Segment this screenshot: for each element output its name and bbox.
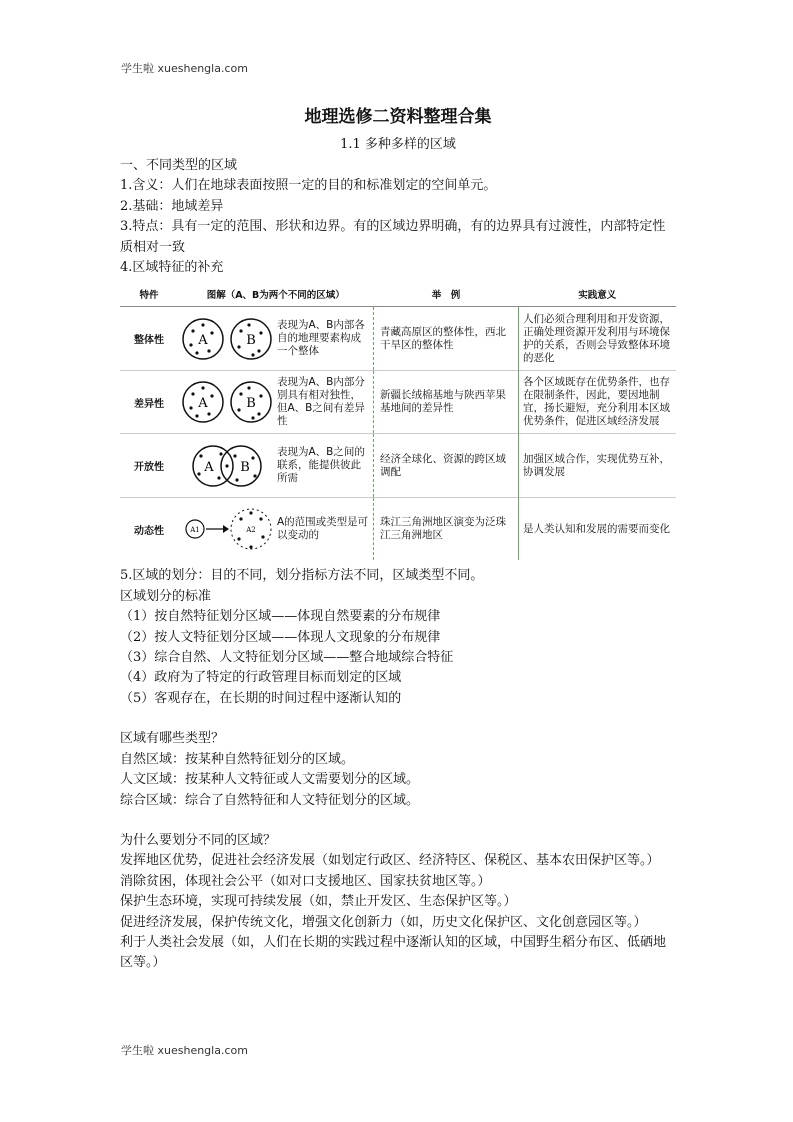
region-diagram bbox=[179, 376, 275, 428]
description-cell: A的范围或类型是可以变动的 bbox=[276, 497, 374, 560]
region-label: A2 bbox=[246, 526, 256, 535]
list-item: （5）客观存在，在长期的时间过程中逐渐认知的 bbox=[120, 690, 402, 706]
paragraph: 保护生态环境，实现可持续发展（如，禁止开发区、生态保护区等。） bbox=[120, 894, 517, 910]
diagram-cell bbox=[178, 307, 276, 371]
document-body bbox=[120, 104, 676, 974]
table-header: 举 例 bbox=[374, 282, 519, 307]
dot-mark bbox=[251, 353, 254, 356]
description-cell: 表现为A、B内部分别具有相对独性，但A、B之间有差异性 bbox=[276, 370, 374, 434]
paragraph: 消除贫困，体现社会公平（如对口支援地区、国家扶贫地区等。） bbox=[120, 873, 491, 889]
dot-mark bbox=[219, 452, 222, 455]
diagram-cell bbox=[178, 370, 276, 434]
dot-mark bbox=[225, 464, 228, 467]
paragraph: 人文区域：按某种人文特征或人文需要划分的区域。 bbox=[120, 772, 420, 788]
section-heading: 一、不同类型的区域 bbox=[120, 158, 238, 173]
region-feature-table bbox=[120, 282, 676, 560]
example-cell: 经济全球化、资源的跨区域调配 bbox=[374, 434, 519, 498]
feature-cell: 整体性 bbox=[120, 307, 178, 371]
paragraph: 发挥地区优势，促进社会经济发展（如划定行政区、经济特区、保税区、基本农田保护区等。） bbox=[120, 853, 660, 869]
paragraph: 3.特点：具有一定的范围、形状和边界。有的区域边界明确，有的边界具有过渡性，内部特定性质相对一致 bbox=[120, 219, 666, 255]
table-row bbox=[120, 370, 676, 434]
meaning-cell: 是人类认知和发展的需要而变化 bbox=[519, 497, 677, 560]
question-heading: 为什么要划分不同的区域？ bbox=[120, 832, 277, 848]
dot-mark bbox=[259, 331, 262, 334]
dot-mark bbox=[210, 395, 213, 398]
dot-mark bbox=[189, 343, 192, 346]
dot-mark bbox=[199, 454, 202, 457]
dot-mark bbox=[259, 518, 262, 521]
dot-mark bbox=[217, 476, 220, 479]
feature-cell: 差异性 bbox=[120, 370, 178, 434]
dot-mark bbox=[191, 393, 194, 396]
paragraph: 综合区域：综合了自然特征和人文特征划分的区域。 bbox=[120, 792, 420, 808]
page-title: 地理选修二资料整理合集 bbox=[304, 107, 492, 127]
region-label: B bbox=[246, 396, 256, 412]
dot-mark bbox=[251, 456, 254, 459]
region-diagram bbox=[179, 440, 275, 492]
dot-mark bbox=[239, 393, 242, 396]
dot-mark bbox=[237, 538, 240, 541]
dot-mark bbox=[257, 349, 260, 352]
dot-mark bbox=[251, 417, 254, 420]
diagram-cell bbox=[178, 497, 276, 560]
dot-mark bbox=[261, 536, 264, 539]
dot-mark bbox=[195, 415, 198, 418]
region-label: A bbox=[198, 332, 208, 348]
question-heading: 区域有哪些类型？ bbox=[120, 731, 225, 747]
table-row bbox=[120, 497, 676, 560]
table-row bbox=[120, 434, 676, 498]
description-cell: 表现为A、B内部各自的地理要素构成一个整体 bbox=[276, 307, 374, 371]
region-label: A bbox=[204, 459, 214, 475]
paragraph: 4.区域特征的补充 bbox=[120, 260, 224, 276]
watermark-bottom: 学生啦 xueshengla.com bbox=[121, 1044, 248, 1057]
description-cell: 表现为A、B之间的联系，能提供彼此所需 bbox=[276, 434, 374, 498]
region-label: A bbox=[198, 396, 208, 412]
paragraph: 促进经济发展，保护传统文化，增强文化创新力（如，历史文化保护区、文化创意园区等。） bbox=[120, 914, 647, 930]
paragraph: 利于人类社会发展（如，人们在长期的实践过程中逐渐认知的区域，中国野生稻分布区、低硒地区等。） bbox=[120, 934, 667, 971]
dot-mark bbox=[233, 454, 236, 457]
dot-mark bbox=[201, 323, 204, 326]
table-header: 图解（A、B为两个不同的区域） bbox=[178, 282, 374, 307]
list-item: （2）按人文特征划分区域——体现人文现象的分布规律 bbox=[120, 629, 441, 645]
dot-mark bbox=[239, 518, 242, 521]
dot-mark bbox=[249, 512, 252, 515]
arrow-head bbox=[223, 525, 229, 533]
feature-cell: 动态性 bbox=[120, 497, 178, 560]
section-subtitle: 1.1 多种多样的区域 bbox=[340, 137, 456, 152]
region-label: A1 bbox=[190, 526, 200, 535]
dot-mark bbox=[257, 413, 260, 416]
region-label: B bbox=[240, 459, 250, 475]
feature-cell: 开放性 bbox=[120, 434, 178, 498]
dot-mark bbox=[253, 474, 256, 477]
dot-mark bbox=[237, 345, 240, 348]
dot-mark bbox=[259, 395, 262, 398]
region-diagram bbox=[179, 503, 275, 555]
dot-mark bbox=[247, 387, 250, 390]
region-diagram bbox=[179, 313, 275, 365]
dot-mark bbox=[189, 407, 192, 410]
list-item: （3）综合自然、人文特征划分区域——整合地域综合特征 bbox=[120, 650, 454, 666]
dot-mark bbox=[197, 472, 200, 475]
region-label: B bbox=[246, 332, 256, 348]
dot-mark bbox=[239, 329, 242, 332]
paragraph: 5.区域的划分：目的不同，划分指标方法不同，区域类型不同。 bbox=[120, 568, 484, 584]
example-cell: 珠江三角洲地区演变为泛珠江三角洲地区 bbox=[374, 497, 519, 560]
paragraph: 自然区域：按某种自然特征划分的区域。 bbox=[120, 751, 355, 767]
dot-mark bbox=[201, 387, 204, 390]
example-cell: 青藏高原区的整体性，西北干旱区的整体性 bbox=[374, 307, 519, 371]
dot-mark bbox=[249, 546, 252, 549]
dot-mark bbox=[207, 413, 210, 416]
paragraph: 区域划分的标准 bbox=[120, 588, 212, 604]
list-item: （1）按自然特征划分区域——体现自然要素的分布规律 bbox=[120, 609, 441, 625]
meaning-cell: 各个区域既存在优势条件，也存在限制条件，因此，要因地制宜，扬长避短，充分利用本区域优势条件，促进区域经济发展 bbox=[519, 370, 677, 434]
dot-mark bbox=[195, 351, 198, 354]
example-cell: 新疆长绒棉基地与陕西苹果基地间的差异性 bbox=[374, 370, 519, 434]
table-header: 实践意义 bbox=[519, 282, 677, 307]
dot-mark bbox=[210, 331, 213, 334]
dot-mark bbox=[247, 323, 250, 326]
list-item: （4）政府为了特定的行政管理目标而划定的区域 bbox=[120, 670, 402, 686]
table-row bbox=[120, 307, 676, 371]
dot-mark bbox=[237, 409, 240, 412]
dot-mark bbox=[207, 349, 210, 352]
dot-mark bbox=[235, 478, 238, 481]
paragraph: 2.基础：地域差异 bbox=[120, 198, 224, 214]
paragraph: 1.含义：人们在地球表面按照一定的目的和标准划定的空间单元。 bbox=[120, 178, 497, 194]
dot-mark bbox=[191, 329, 194, 332]
diagram-cell bbox=[178, 434, 276, 498]
meaning-cell: 加强区域合作，实现优势互补，协调发展 bbox=[519, 434, 677, 498]
table-header: 特件 bbox=[120, 282, 178, 307]
meaning-cell: 人们必须合理利用和开发资源，正确处理资源开发利用与环境保护的关系，否则会导致整体环境的恶化 bbox=[519, 307, 677, 371]
watermark-top: 学生啦 xueshengla.com bbox=[121, 62, 248, 75]
